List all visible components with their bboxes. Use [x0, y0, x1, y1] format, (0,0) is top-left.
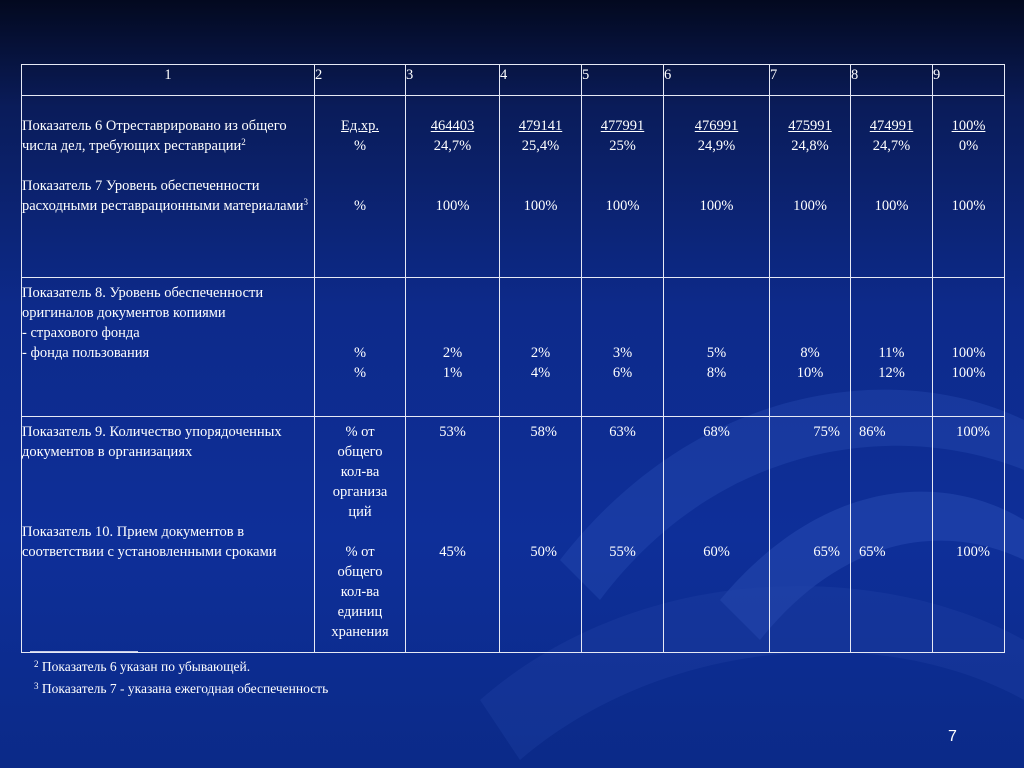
indicators-table: [21, 64, 1005, 653]
unit-cell: [315, 96, 406, 278]
value-cell: [851, 417, 933, 653]
value: 25%: [609, 138, 636, 154]
table-row: [22, 278, 1005, 417]
unit-value: %: [353, 138, 367, 154]
value: 55%: [609, 544, 636, 560]
value: 476991: [694, 118, 739, 134]
value-cell: [770, 417, 851, 653]
value: 75%: [813, 424, 840, 440]
indicator-6-label: Показатель 6 Отреставрировано из общего числа дел, требующих реставрации$^2$: [22, 118, 287, 154]
value: 8%: [800, 345, 820, 361]
indicator-8-label: Показатель 8. Уровень обеспеченности оригиналов документов копиями: [22, 285, 264, 321]
value-cell: [582, 417, 664, 653]
value: 100%: [699, 198, 734, 214]
value: 464403: [430, 118, 475, 134]
value: 2%: [530, 345, 551, 361]
value: 3%: [612, 345, 633, 361]
value-cell: [933, 278, 1005, 417]
indicator-8-sub: - страхового фонда: [22, 325, 140, 341]
value: 86%: [859, 424, 886, 440]
value: 100%: [956, 544, 990, 560]
value: 100%: [951, 365, 986, 381]
value: 60%: [703, 544, 730, 560]
value: 65%: [859, 544, 886, 560]
value: 11%: [878, 345, 905, 361]
value: 12%: [878, 365, 905, 381]
value: 45%: [439, 544, 466, 560]
indicator-8-sub: - фонда пользования: [22, 345, 150, 361]
value: 100%: [951, 118, 986, 134]
header-cell: 6: [664, 65, 770, 96]
value-cell: [664, 278, 770, 417]
unit-value: общего: [337, 564, 383, 580]
value-cell: [933, 96, 1005, 278]
header-row: [22, 65, 1005, 96]
footnote: $^3$ Показатель 7 - указана ежегодная обеспеченность: [34, 681, 329, 696]
value-cell: [851, 96, 933, 278]
value: 100%: [605, 198, 640, 214]
value: 24,7%: [433, 138, 472, 154]
value: 68%: [703, 424, 730, 440]
value: 100%: [793, 198, 827, 214]
value: 0%: [958, 138, 979, 154]
footnote: $^2$ Показатель 6 указан по убывающей.: [34, 659, 251, 674]
value: 24,7%: [872, 138, 911, 154]
table-row: [22, 417, 1005, 653]
header-cell: 9: [933, 65, 1005, 96]
header-cell: 4: [500, 65, 582, 96]
unit-value: организа: [332, 484, 388, 500]
indicator-7-label: Показатель 7 Уровень обеспеченности расходными реставрационными материалами$^3$: [22, 178, 309, 214]
header-cell: 1: [22, 65, 315, 96]
value: 53%: [439, 424, 466, 440]
indicator-9-label: Показатель 9. Количество упорядоченных документов в организациях: [22, 424, 282, 460]
value: 475991: [788, 118, 832, 134]
value-cell: [582, 278, 664, 417]
value: 5%: [706, 345, 727, 361]
value-cell: [851, 278, 933, 417]
value: 100%: [874, 198, 909, 214]
value: 100%: [951, 198, 986, 214]
value-cell: [664, 417, 770, 653]
header-cell: 7: [770, 65, 851, 96]
unit-cell: [315, 278, 406, 417]
header-cell: 2: [315, 65, 406, 96]
value-cell: [500, 96, 582, 278]
value-cell: [406, 278, 500, 417]
value-cell: [770, 278, 851, 417]
value: 24,9%: [697, 138, 736, 154]
indicator-cell: [22, 96, 315, 278]
value: 25,4%: [521, 138, 560, 154]
unit-value: единиц: [337, 604, 383, 620]
value-cell: [770, 96, 851, 278]
value-cell: [406, 417, 500, 653]
value: 8%: [706, 365, 727, 381]
value: 63%: [609, 424, 636, 440]
value: 50%: [530, 544, 557, 560]
unit-value: % от: [345, 544, 375, 560]
footnotes: [34, 656, 328, 700]
unit-value: Ед.хр.: [341, 118, 379, 134]
header-cell: 8: [851, 65, 933, 96]
header-cell: 5: [582, 65, 664, 96]
unit-value: %: [353, 345, 367, 361]
unit-value: ций: [348, 504, 372, 520]
value: 24,8%: [791, 138, 829, 154]
value: 1%: [442, 365, 463, 381]
unit-value: общего: [337, 444, 383, 460]
value: 100%: [435, 198, 470, 214]
value: 100%: [951, 345, 986, 361]
value: 2%: [442, 345, 463, 361]
table-row: [22, 96, 1005, 278]
value: 477991: [600, 118, 645, 134]
value-cell: [406, 96, 500, 278]
value: 65%: [813, 544, 840, 560]
value: 6%: [612, 365, 633, 381]
value-cell: [664, 96, 770, 278]
value-cell: [500, 278, 582, 417]
unit-value: хранения: [331, 624, 389, 640]
value: 474991: [869, 118, 914, 134]
indicator-cell: [22, 417, 315, 653]
indicator-cell: [22, 278, 315, 417]
value: 100%: [523, 198, 558, 214]
value-cell: [933, 417, 1005, 653]
footnote-separator: [30, 651, 138, 652]
indicator-10-label: Показатель 10. Прием документов в соответствии с установленными сроками: [22, 524, 277, 560]
unit-value: кол-ва: [340, 464, 380, 480]
page-number: 7: [948, 728, 957, 745]
unit-cell: [315, 417, 406, 653]
unit-value: %: [353, 198, 367, 214]
value: 58%: [530, 424, 557, 440]
value: 100%: [956, 424, 990, 440]
value: 479141: [518, 118, 563, 134]
value-cell: [500, 417, 582, 653]
value-cell: [582, 96, 664, 278]
unit-value: %: [353, 365, 367, 381]
header-cell: 3: [406, 65, 500, 96]
value: 4%: [530, 365, 551, 381]
unit-value: кол-ва: [340, 584, 380, 600]
unit-value: % от: [345, 424, 375, 440]
value: 10%: [796, 365, 824, 381]
